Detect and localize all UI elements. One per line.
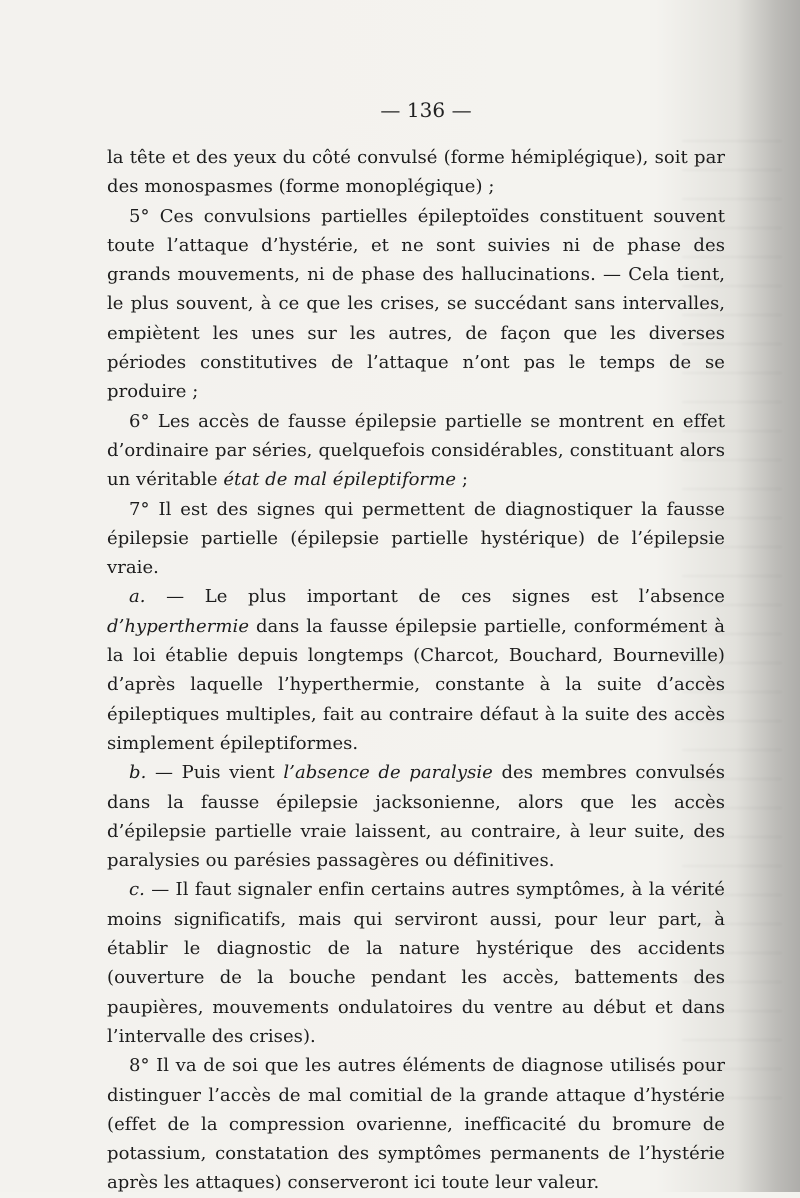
paragraph-b-label: b. (129, 762, 147, 784)
page-content (107, 98, 725, 1198)
paragraph-7: 7° Il est des signes qui permettent de diagnostiquer la fausse épilepsie partielle (épilepsie partielle hystérique) de l’épilepsie vraie. (107, 498, 725, 579)
paragraph-b (107, 758, 725, 875)
paragraph-6 (107, 407, 725, 495)
paragraph-b-end: des membres convulsés dans la fausse épilepsie jacksonienne, alors que les accès d’épilepsie partielle vraie laissent, au contraire, à leur suite, des paralysies ou parésies passagères ou définitives. (107, 762, 725, 872)
paragraph-c-label: c. (129, 879, 145, 901)
paragraph-6-text: 6° Les accès de fausse épilepsie partielle se montrent en effet d’ordinaire par séries, quelquefois considérables, constituant alors un véritable (107, 410, 725, 491)
page-number: — 136 — (380, 98, 472, 122)
paragraph-5: 5° Ces convulsions partielles épileptoïdes constituent souvent toute l’attaque d’hystérie, et ne sont suivies ni de phase des grands mouvements, ni de phase des hallucinations. — Cela tient, le plus souvent, à ce que les crises, se succédant sans intervalles, empiètent les unes sur les autres, de façon que les diverses périodes constitutives de l’attaque n’ont pas le temps de se produire ; (107, 205, 725, 403)
paragraph-6-italic: état de mal épileptiforme (223, 469, 457, 491)
paragraph-c (107, 875, 725, 1051)
paragraph-b-text: — Puis vient (146, 762, 284, 784)
paragraph-a-italic: d’hyperthermie (107, 615, 250, 637)
paragraph-a-text: — Le plus important de ces signes est l’absence (145, 586, 725, 608)
paragraph-continuation: la tête et des yeux du côté convulsé (forme hémiplégique), soit par des monospasmes (forme monoplégique) ; (107, 147, 725, 198)
paragraph-a (107, 582, 725, 758)
paragraph-6-end: ; (456, 469, 468, 491)
paragraph-8: 8° Il va de soi que les autres éléments de diagnose utilisés pour distinguer l’accès de mal comitial de la grande attaque d’hystérie (effet de la compression ovarienne, inefficacité du bromure de potassium, constatation des symptômes permanents de l’hystérie après les attaques) conserveront ici toute leur valeur. (107, 1055, 725, 1194)
paragraph-a-end: dans la fausse épilepsie partielle, conformément à la loi établie depuis longtemps (Charcot, Bouchard, Bourneville) d’après laquelle l’hyperthermie, constante à la suite d’accès épileptiques multiples, fait au contraire défaut à la suite des accès simplement épileptiformes. (107, 615, 725, 754)
paragraph-a-label: a. (129, 586, 146, 608)
paragraph-b-italic: l’absence de paralysie (283, 762, 493, 784)
paragraph-c-text: — Il faut signaler enfin certains autres symptômes, à la vérité moins significatifs, mais qui serviront aussi, pour leur part, à établir le diagnostic de la nature hystérique des accidents (ouverture de la bouche pendant les accès, battements des paupières, mouvements ondulatoires du ventre au début et dans l’intervalle des crises). (107, 879, 725, 1047)
